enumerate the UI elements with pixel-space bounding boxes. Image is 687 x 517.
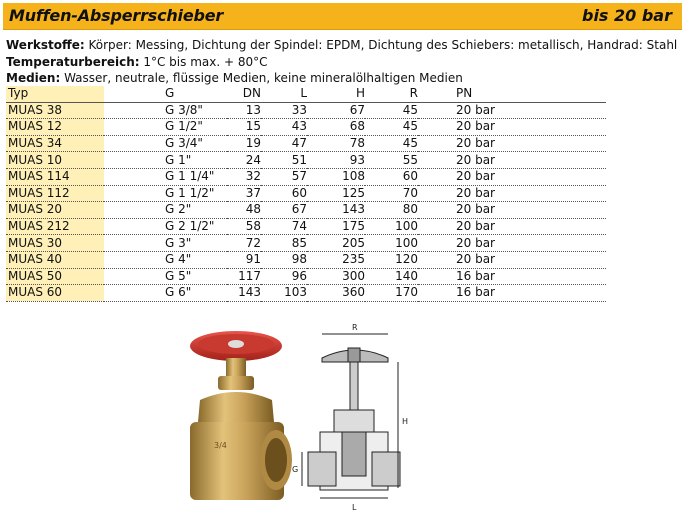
cell-typ: MUAS 50 [6, 268, 104, 285]
cell-l: 33 [291, 102, 307, 117]
cell-r: 170 [395, 285, 418, 300]
table-row [6, 152, 606, 169]
cell-g: G 2" [165, 202, 192, 217]
cell-typ: MUAS 212 [6, 218, 104, 235]
cell-pn: 20 bar [456, 252, 495, 267]
cell-h: 143 [342, 202, 365, 217]
col-g: G [165, 86, 175, 101]
cell-pn: 20 bar [456, 219, 495, 234]
table-row [6, 119, 606, 136]
cell-h: 68 [349, 119, 365, 134]
spec-value: Wasser, neutrale, flüssige Medien, keine mineralölhaltigen Medien [60, 71, 463, 85]
cell-r: 45 [402, 102, 418, 117]
table-row [6, 202, 606, 219]
table-row [6, 268, 606, 285]
cell-typ: MUAS 114 [6, 168, 104, 185]
cell-l: 74 [291, 219, 307, 234]
spec-label: Temperaturbereich: [6, 54, 140, 69]
cell-h: 235 [342, 252, 365, 267]
cell-dn: 19 [245, 136, 261, 151]
col-l: L [300, 86, 307, 101]
spec-label: Werkstoffe: [6, 38, 85, 52]
dimension-table [6, 86, 606, 302]
cell-dn: 37 [245, 185, 261, 200]
cell-dn: 32 [245, 169, 261, 184]
cell-l: 98 [291, 252, 307, 267]
spec-media [6, 70, 681, 87]
col-typ: Typ [6, 86, 104, 102]
cell-h: 360 [342, 285, 365, 300]
spec-label: Medien: [6, 71, 61, 85]
cell-g: G 6" [165, 285, 192, 300]
cell-g: G 4" [165, 252, 192, 267]
cell-typ: MUAS 20 [6, 202, 104, 219]
cell-r: 100 [395, 235, 418, 250]
table-row [6, 218, 606, 235]
cell-pn: 20 bar [456, 235, 495, 250]
pressure-rating: bis 20 bar [581, 6, 672, 25]
cell-dn: 117 [238, 268, 261, 283]
cell-l: 85 [291, 235, 307, 250]
cell-g: G 2 1/2" [165, 219, 215, 234]
cell-r: 45 [402, 119, 418, 134]
cell-pn: 20 bar [456, 202, 495, 217]
cell-dn: 15 [245, 119, 261, 134]
cell-r: 60 [402, 169, 418, 184]
label-h: H [402, 417, 409, 426]
label-l: L [352, 503, 357, 512]
table-row [6, 102, 606, 119]
cell-typ: MUAS 38 [6, 102, 104, 119]
cell-h: 93 [349, 152, 365, 167]
cell-r: 70 [402, 185, 418, 200]
cell-g: G 1 1/4" [165, 169, 215, 184]
cell-g: G 5" [165, 268, 192, 283]
cell-h: 175 [342, 219, 365, 234]
cell-typ: MUAS 40 [6, 251, 104, 268]
cell-h: 78 [349, 136, 365, 151]
label-g: G [292, 465, 299, 474]
cell-h: 125 [342, 185, 365, 200]
cell-l: 57 [291, 169, 307, 184]
spec-temperature [6, 54, 681, 71]
cell-r: 120 [395, 252, 418, 267]
cell-pn: 20 bar [456, 152, 495, 167]
cell-r: 100 [395, 219, 418, 234]
cell-l: 43 [291, 119, 307, 134]
cell-dn: 143 [238, 285, 261, 300]
cell-dn: 48 [245, 202, 261, 217]
cell-g: G 3" [165, 235, 192, 250]
cell-pn: 20 bar [456, 119, 495, 134]
table-header-row [6, 86, 606, 102]
table-row [6, 168, 606, 185]
technical-drawing [290, 320, 440, 512]
cell-typ: MUAS 12 [6, 119, 104, 136]
cell-dn: 72 [245, 235, 261, 250]
cell-pn: 20 bar [456, 169, 495, 184]
spec-value: 1°C bis max. + 80°C [139, 54, 268, 69]
col-h: H [355, 86, 365, 101]
cell-r: 45 [402, 136, 418, 151]
cell-h: 300 [342, 268, 365, 283]
cell-pn: 16 bar [456, 285, 495, 300]
cell-g: G 1 1/2" [165, 185, 215, 200]
cell-h: 108 [342, 169, 365, 184]
cell-r: 55 [402, 152, 418, 167]
body-marking: 3/4 [214, 441, 227, 450]
cell-dn: 91 [245, 252, 261, 267]
table-row [6, 251, 606, 268]
cell-g: G 1/2" [165, 119, 203, 134]
col-dn: DN [242, 86, 261, 101]
cell-l: 96 [291, 268, 307, 283]
cell-l: 47 [291, 136, 307, 151]
table-row [6, 285, 606, 302]
specifications [6, 37, 681, 87]
cell-h: 205 [342, 235, 365, 250]
table-row [6, 235, 606, 252]
cell-g: G 1" [165, 152, 192, 167]
cell-dn: 24 [245, 152, 261, 167]
cell-r: 140 [395, 268, 418, 283]
cell-l: 67 [291, 202, 307, 217]
page-title: Muffen-Absperrschieber [9, 6, 224, 25]
valve-photo [176, 322, 306, 512]
cell-l: 103 [284, 285, 307, 300]
cell-h: 67 [349, 102, 365, 117]
cell-pn: 16 bar [456, 268, 495, 283]
title-bar [3, 3, 682, 30]
cell-g: G 3/8" [165, 102, 203, 117]
cell-l: 51 [291, 152, 307, 167]
cell-pn: 20 bar [456, 185, 495, 200]
cell-typ: MUAS 60 [6, 285, 104, 302]
spec-value: Körper: Messing, Dichtung der Spindel: EPDM, Dichtung des Schiebers: metallisch, Handrad: Stahl [84, 38, 678, 52]
cell-g: G 3/4" [165, 136, 203, 151]
cell-typ: MUAS 30 [6, 235, 104, 252]
spec-materials [6, 37, 681, 54]
cell-r: 80 [402, 202, 418, 217]
cell-pn: 20 bar [456, 136, 495, 151]
table-row [6, 185, 606, 202]
cell-dn: 58 [245, 219, 261, 234]
col-r: R [409, 86, 418, 101]
cell-l: 60 [291, 185, 307, 200]
cell-pn: 20 bar [456, 102, 495, 117]
cell-typ: MUAS 112 [6, 185, 104, 202]
col-pn: PN [456, 86, 473, 101]
label-r: R [352, 323, 358, 332]
cell-dn: 13 [245, 102, 261, 117]
cell-typ: MUAS 10 [6, 152, 104, 169]
table-row [6, 135, 606, 152]
cell-typ: MUAS 34 [6, 135, 104, 152]
